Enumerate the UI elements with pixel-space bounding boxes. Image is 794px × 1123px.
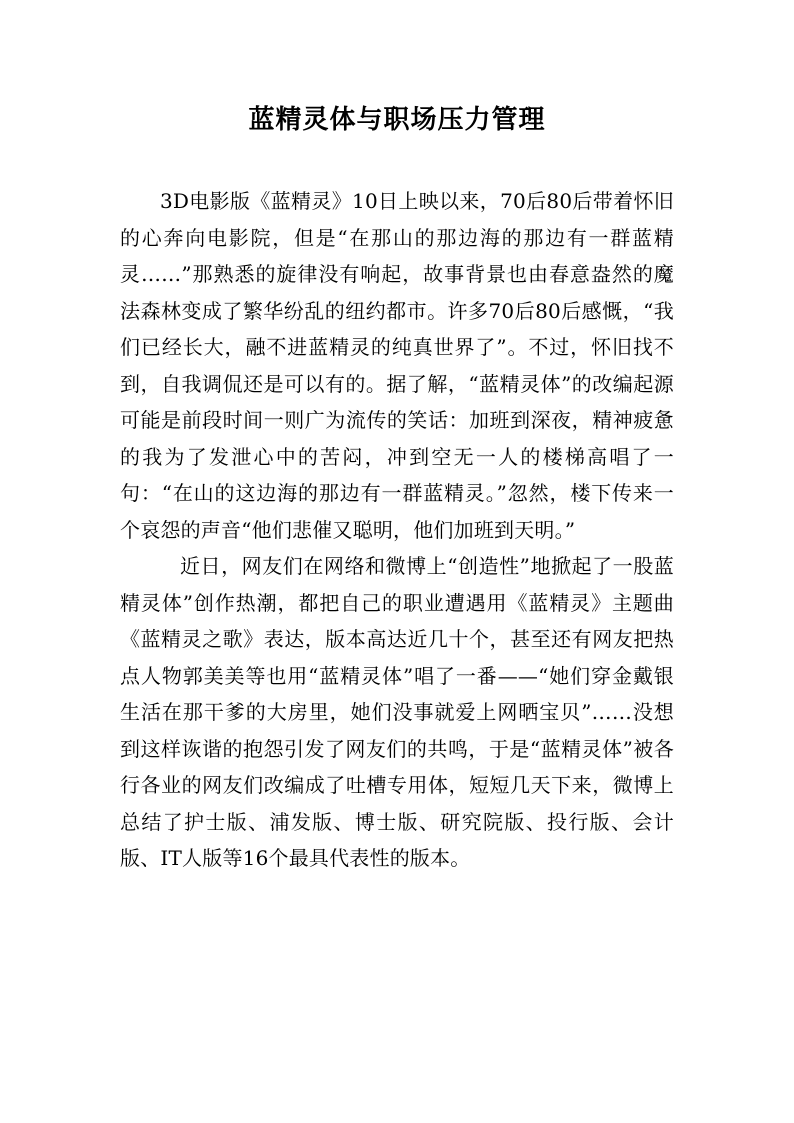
document-title: 蓝精灵体与职场压力管理 xyxy=(248,105,546,135)
paragraph-1: 3D电影版《蓝精灵》10日上映以来，70后80后带着怀旧的心奔向电影院，但是“在那山的那边海的那边有一群蓝精灵……”那熟悉的旋律没有响起，故事背景也由春意盎然的魔法森林变成了繁华纷乱的纽约都市。许多70后80后感慨，“我们已经长大，融不进蓝精灵的纯真世界了”。不过，怀旧找不到，自我调侃还是可以有的。据了解，“蓝精灵体”的改编起源可能是前段时间一则广为流传的笑话：加班到深夜，精神疲惫的我为了发泄心中的苦闷，冲到空无一人的楼梯高唱了一句：“在山的这边海的那边有一群蓝精灵。”忽然，楼下传来一个哀怨的声音“他们悲催又聪明，他们加班到天明。” xyxy=(120,189,674,542)
paragraph-2: 近日，网友们在网络和微博上“创造性”地掀起了一股蓝精灵体”创作热潮，都把自己的职业遭遇用《蓝精灵》主题曲《蓝精灵之歌》表达，版本高达近几十个，甚至还有网友把热点人物郭美美等也用“蓝精灵体”唱了一番——“她们穿金戴银生活在那干爹的大房里，她们没事就爱上网晒宝贝”……没想到这样诙谐的抱怨引发了网友们的共鸣，于是“蓝精灵体”被各行各业的网友们改编成了吐槽专用体，短短几天下来，微博上总结了护士版、浦发版、博士版、研究院版、投行版、会计版、IT人版等16个最具代表性的版本。 xyxy=(120,554,674,870)
document-body xyxy=(120,183,674,877)
